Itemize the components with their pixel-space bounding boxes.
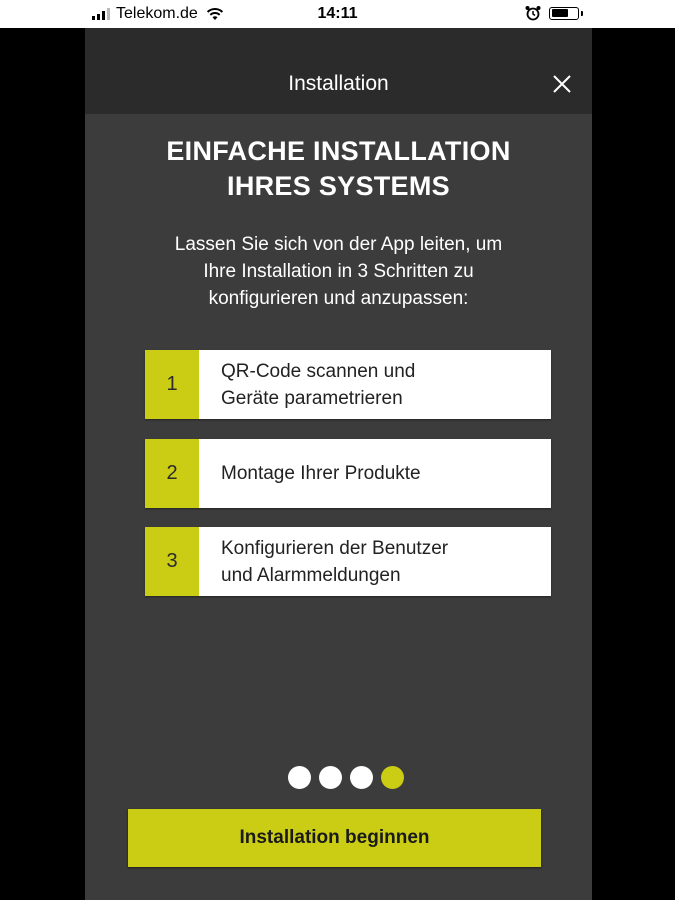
step-text-line-1: Montage Ihrer Produkte — [221, 463, 421, 484]
alarm-icon — [525, 5, 541, 21]
status-time: 14:11 — [317, 5, 358, 22]
step-text — [199, 350, 551, 419]
page-dot-1[interactable] — [288, 766, 311, 789]
step-text-line-2: und Alarmmeldungen — [221, 564, 401, 586]
close-icon[interactable] — [550, 72, 574, 96]
page-indicator — [85, 766, 592, 789]
step-text — [199, 527, 551, 596]
start-installation-button[interactable]: Installation beginnen — [128, 809, 541, 867]
page-dot-4-active[interactable] — [381, 766, 404, 789]
step-text-line-2: Geräte parametrieren — [221, 387, 403, 409]
headline — [85, 134, 592, 204]
step-text-line-1: QR-Code scannen und — [221, 360, 416, 382]
step-card — [145, 527, 551, 596]
step-number: 3 — [145, 527, 199, 596]
nav-bar — [85, 28, 592, 114]
headline-line-1: EINFACHE INSTALLATION — [166, 136, 511, 166]
carrier-name: Telekom.de — [116, 5, 198, 22]
app-container — [85, 28, 592, 900]
battery-tip — [581, 11, 583, 16]
step-text — [199, 439, 551, 508]
step-card — [145, 350, 551, 419]
page-dot-2[interactable] — [319, 766, 342, 789]
page-title: Installation — [288, 72, 389, 95]
intro-line-2: Ihre Installation in 3 Schritten zu — [203, 261, 474, 282]
intro-text — [85, 231, 592, 312]
intro-line-3: konfigurieren und anzupassen: — [208, 288, 469, 309]
step-number: 1 — [145, 350, 199, 419]
headline-line-2: IHRES SYSTEMS — [227, 171, 450, 201]
step-text-line-1: Konfigurieren der Benutzer — [221, 537, 449, 559]
step-card — [145, 439, 551, 508]
status-right — [525, 5, 583, 21]
status-bar — [0, 0, 675, 28]
step-number: 2 — [145, 439, 199, 508]
page-dot-3[interactable] — [350, 766, 373, 789]
intro-line-1: Lassen Sie sich von der App leiten, um — [174, 234, 503, 255]
battery-icon — [549, 7, 579, 20]
